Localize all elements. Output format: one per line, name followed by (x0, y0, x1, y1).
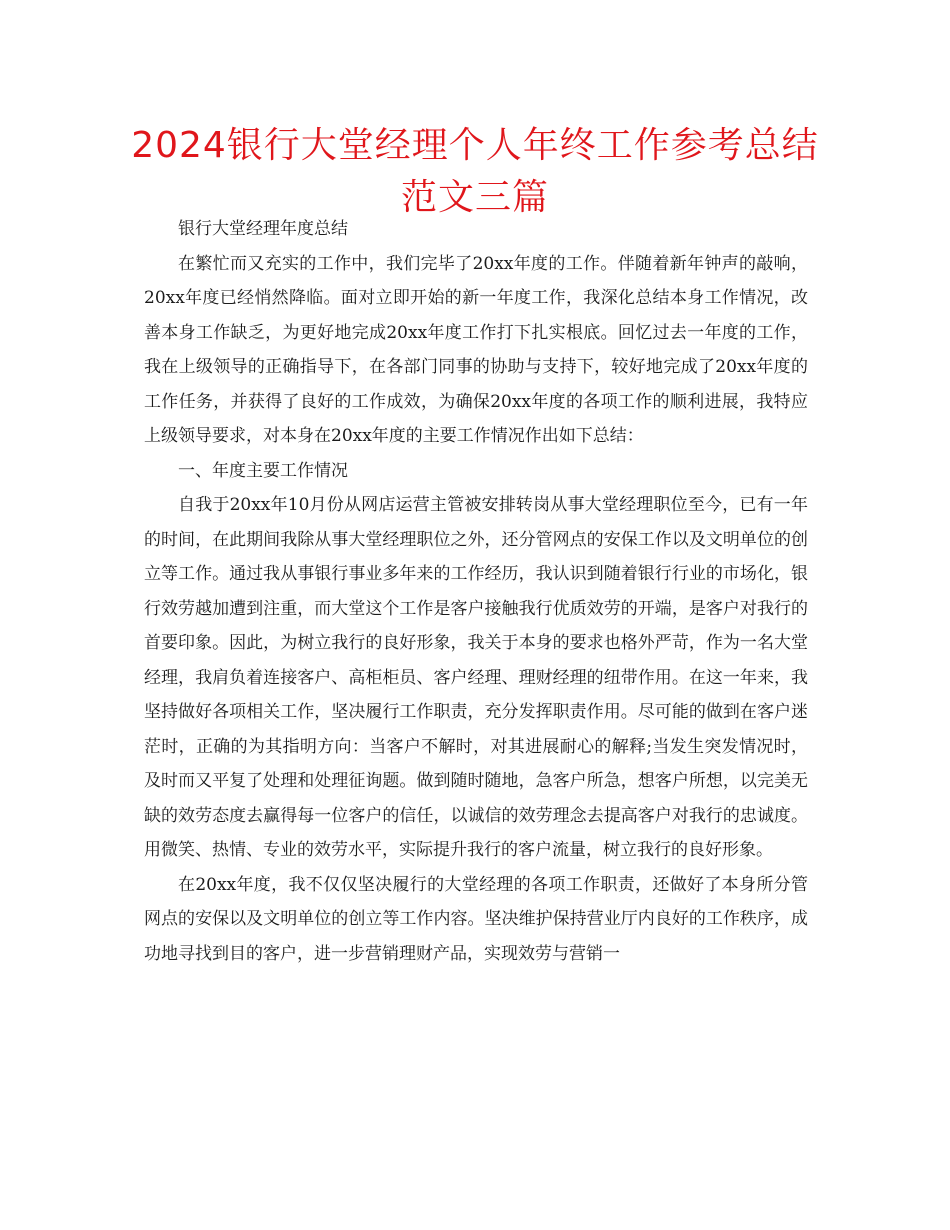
paragraph-subtitle: 银行大堂经理年度总结 (178, 219, 348, 239)
paragraph-intro: 在繁忙而又充实的工作中，我们完毕了20xx年度的工作。伴随着新年钟声的敲响，20xx年度已经悄然降临。面对立即开始的新一年度工作，我深化总结本身工作情况，改善本身工作缺乏，为更好地完成20xx年度工作打下扎实根底。回忆过去一年度的工作，我在上级领导的正确指导下，在各部门同事的协助与支持下，较好地完成了20xx年度的工作任务，并获得了良好的工作成效，为确保20xx年度的各项工作的顺利进展，我特应上级领导要求，对本身在20xx年度的主要工作情况作出如下总结： (144, 253, 808, 446)
document-title: 2024银行大堂经理个人年终工作参考总结范文三篇 (131, 125, 819, 218)
document-body (144, 212, 808, 971)
section-heading: 一、年度主要工作情况 (178, 460, 348, 481)
paragraph-body-continued: 在20xx年度，我不仅仅坚决履行的大堂经理的各项工作职责，还做好了本身所分管网点的安保以及文明单位的创立等工作内容。坚决维护保持营业厅内良好的工作秩序，成功地寻找到目的客户，进一步营销理财产品，实现效劳与营销一 (144, 874, 808, 964)
paragraph-body: 自我于20xx年10月份从网店运营主管被安排转岗从事大堂经理职位至今，已有一年的时间，在此期间我除从事大堂经理职位之外，还分管网点的安保工作以及文明单位的创立等工作。通过我从事银行事业多年来的工作经历，我认识到随着银行行业的市场化，银行效劳越加遭到注重，而大堂这个工作是客户接触我行优质效劳的开端，是客户对我行的首要印象。因此，为树立我行的良好形象，我关于本身的要求也格外严苛，作为一名大堂经理，我肩负着连接客户、高柜柜员、客户经理、理财经理的纽带作用。在这一年来，我坚持做好各项相关工作，坚决履行工作职责，充分发挥职责作用。尽可能的做到在客户迷茫时，正确的为其指明方向：当客户不解时，对其进展耐心的解释;当发生突发情况时，及时而又平复了处理和处理征询题。做到随时随地，急客户所急，想客户所想，以完美无缺的效劳态度去赢得每一位客户的信任，以诚信的效劳理念去提高客户对我行的忠诚度。用微笑、热情、专业的效劳水平，实际提升我行的客户流量，树立我行的良好形象。 (144, 495, 808, 860)
